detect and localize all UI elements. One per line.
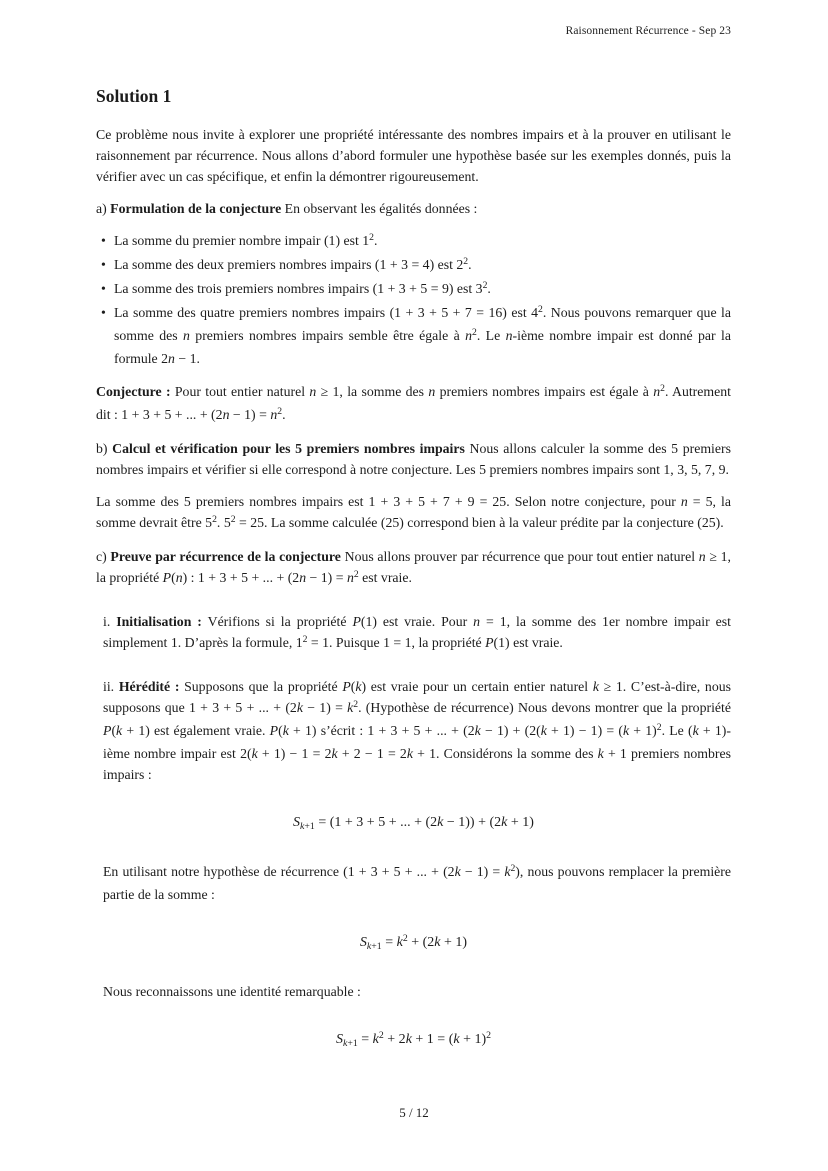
- document-content: [96, 86, 731, 1078]
- page-number: 5 / 12: [399, 1105, 429, 1120]
- heredite-item: ii. Hérédité : Supposons que la propriété P(k) est vraie pour un certain entier naturel k ≥ 1. C’est-à-dire, nous supposons que 1 + 3 + 5 + ... + $(2k - 1) = k^2$. (Hypothèse de récurrence) Nous devons montrer que la propriété P(k + 1) est également vraie. P(k + 1) s’écrit : 1 + 3 + 5 + ... + $(2k - 1) + (2(k + 1) - 1) = (k + 1)^2$. Le (k + 1)-ième nombre impair est 2(k + 1) − 1 = 2k + 2 − 1 = 2k + 1. Considérons la somme des k + 1 premiers nombres impairs :: [103, 679, 732, 782]
- bullet-item: • La somme des quatre premiers nombres impairs (1 + 3 + 5 + 7 = 16) est $4^2$. Nous pouvons remarquer que la somme des n premiers nombres impairs semble être égale à $n^2$. Le n-ième nombre impair est donné par la formule 2n − 1.: [96, 302, 731, 369]
- bullet-list: [96, 230, 731, 369]
- intro-paragraph: Ce problème nous invite à explorer une propriété intéressante des nombres impairs et à la prouver en utilisant le raisonnement par récurrence. Nous allons d’abord formuler une hypothèse basée sur les exemples donnés, puis la vérifier avec un cas spécifique, et enfin la démontrer rigoureusement.: [96, 127, 731, 184]
- initialisation-item: i. Initialisation : Vérifions si la propriété P(1) est vraie. Pour n = 1, la somme des 1er nombre impair est simplement 1. D’après la formule, $1^2 = 1$. Puisque 1 = 1, la propriété P(1) est vraie.: [103, 614, 731, 650]
- conjecture-paragraph: Conjecture : Pour tout entier naturel n ≥ 1, la somme des n premiers nombres impairs est égale à $n^2$. Autrement dit : 1 + 3 + 5 + ... + $(2n - 1) = n^2$.: [96, 383, 731, 422]
- page-header: Raisonnement Récurrence - Sep 23: [565, 25, 731, 37]
- section-b-paragraph: b) Calcul et vérification pour les 5 premiers nombres impairs Nous allons calculer la somme des 5 premiers nombres impairs et vérifier si elle correspond à notre conjecture. Les 5 premiers nombres impairs sont 1, 3, 5, 7, 9.: [96, 441, 731, 477]
- bullet-item: • La somme des deux premiers nombres impairs (1 + 3 = 4) est $2^2$.: [96, 254, 731, 277]
- equation-sum-expanded: $S_{k+1} = (1 + 3 + 5$ + ... + (2k − 1)) + (2k + 1): [293, 815, 534, 833]
- bullet-item: • La somme des trois premiers nombres impairs (1 + 3 + 5 = 9) est $3^2$.: [96, 278, 731, 301]
- equation-substituted: $S_{k+1} = k^2 + (2k + 1)$: [359, 933, 468, 953]
- equation-identity: $S_{k+1} = k^2 + 2k + 1 = (k + 1)^2$: [335, 1030, 492, 1050]
- section-b-verification-paragraph: La somme des 5 premiers nombres impairs est 1 + 3 + 5 + 7 + 9 = 25. Selon notre conjecture, pour n = 5, la somme devrait être $5^2$. $5^2 = 25$. La somme calculée (25) correspond bien à la valeur prédite par la conjecture (25).: [96, 494, 731, 530]
- identity-paragraph: Nous reconnaissons une identité remarquable :: [103, 984, 361, 999]
- section-a-heading: a) Formulation de la conjecture En observant les égalités données :: [96, 201, 478, 216]
- page-title: Solution 1: [96, 86, 172, 106]
- section-c-paragraph: c) Preuve par récurrence de la conjecture Nous allons prouver par récurrence que pour tout entier naturel n ≥ 1, la propriété P(n) : 1 + 3 + 5 + ... + $(2n - 1) = n^2$ est vraie.: [96, 549, 732, 585]
- bullet-item: • La somme du premier nombre impair (1) est $1^2$.: [96, 230, 731, 253]
- hypothesis-paragraph: En utilisant notre hypothèse de récurrence (1 + 3 + 5 + ... + $(2k - 1) = k^2$), nous pouvons remplacer la première partie de la somme :: [103, 863, 731, 902]
